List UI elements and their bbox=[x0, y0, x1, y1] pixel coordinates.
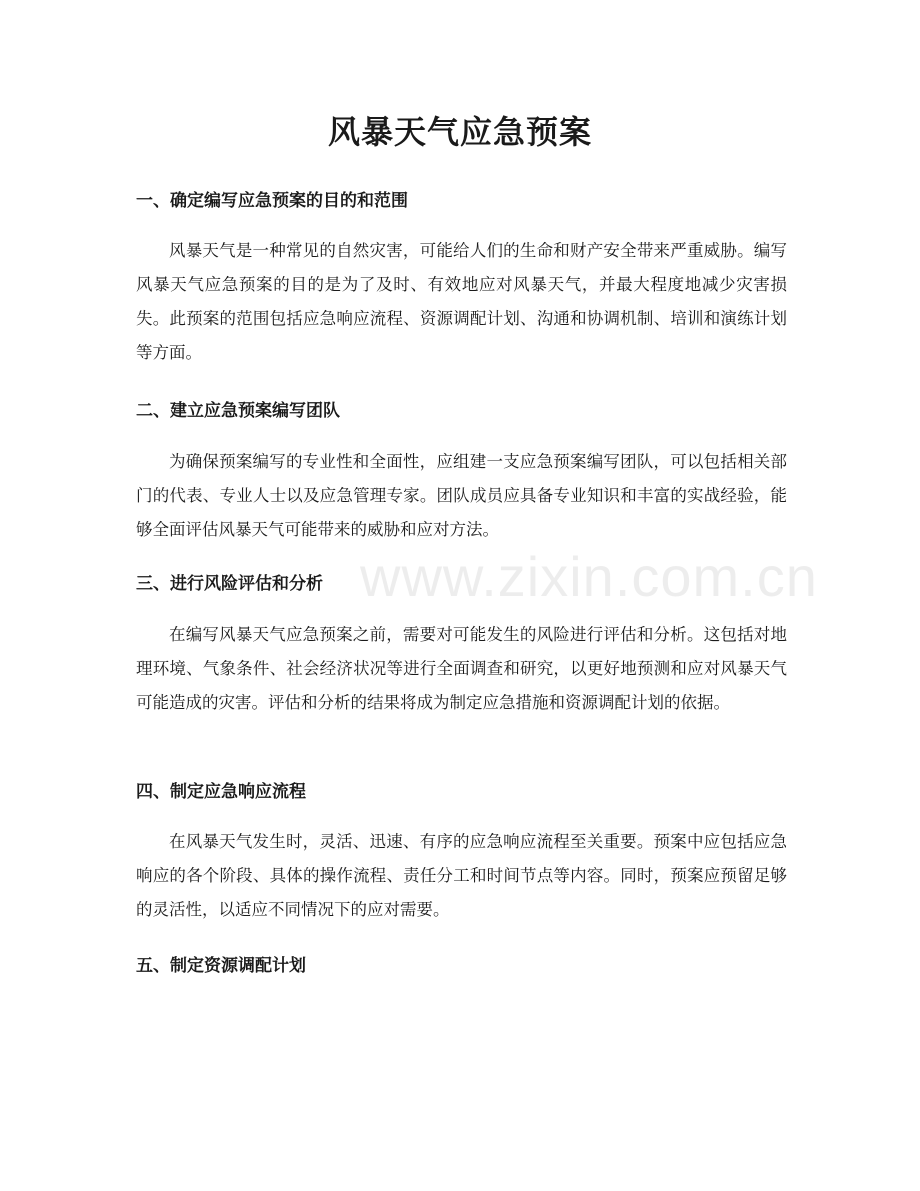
section-heading-1: 一、确定编写应急预案的目的和范围 bbox=[136, 191, 408, 211]
section-body-4: 在风暴天气发生时，灵活、迅速、有序的应急响应流程至关重要。预案中应包括应急响应的各个阶段、具体的操作流程、责任分工和时间节点等内容。同时，预案应预留足够的灵活性，以适应不同情况下的应对需要。 bbox=[136, 832, 787, 919]
section-body-3: 在编写风暴天气应急预案之前，需要对可能发生的风险进行评估和分析。这包括对地理环境、气象条件、社会经济状况等进行全面调查和研究，以更好地预测和应对风暴天气可能造成的灾害。评估和分析的结果将成为制定应急措施和资源调配计划的依据。 bbox=[136, 625, 787, 712]
section-body-1: 风暴天气是一种常见的自然灾害，可能给人们的生命和财产安全带来严重威胁。编写风暴天气应急预案的目的是为了及时、有效地应对风暴天气，并最大程度地减少灾害损失。此预案的范围包括应急响应流程、资源调配计划、沟通和协调机制、培训和演练计划等方面。 bbox=[136, 241, 787, 362]
section-body-2: 为确保预案编写的专业性和全面性，应组建一支应急预案编写团队，可以包括相关部门的代表、专业人士以及应急管理专家。团队成员应具备专业知识和丰富的实战经验，能够全面评估风暴天气可能带来的威胁和应对方法。 bbox=[136, 452, 787, 539]
watermark: www.zixin.com.cn bbox=[360, 545, 818, 608]
section-heading-5: 五、制定资源调配计划 bbox=[136, 956, 306, 976]
section-heading-3: 三、进行风险评估和分析 bbox=[136, 574, 323, 594]
section-heading-2: 二、建立应急预案编写团队 bbox=[136, 401, 340, 421]
document-title: 风暴天气应急预案 bbox=[327, 113, 592, 151]
section-heading-4: 四、制定应急响应流程 bbox=[136, 782, 306, 802]
